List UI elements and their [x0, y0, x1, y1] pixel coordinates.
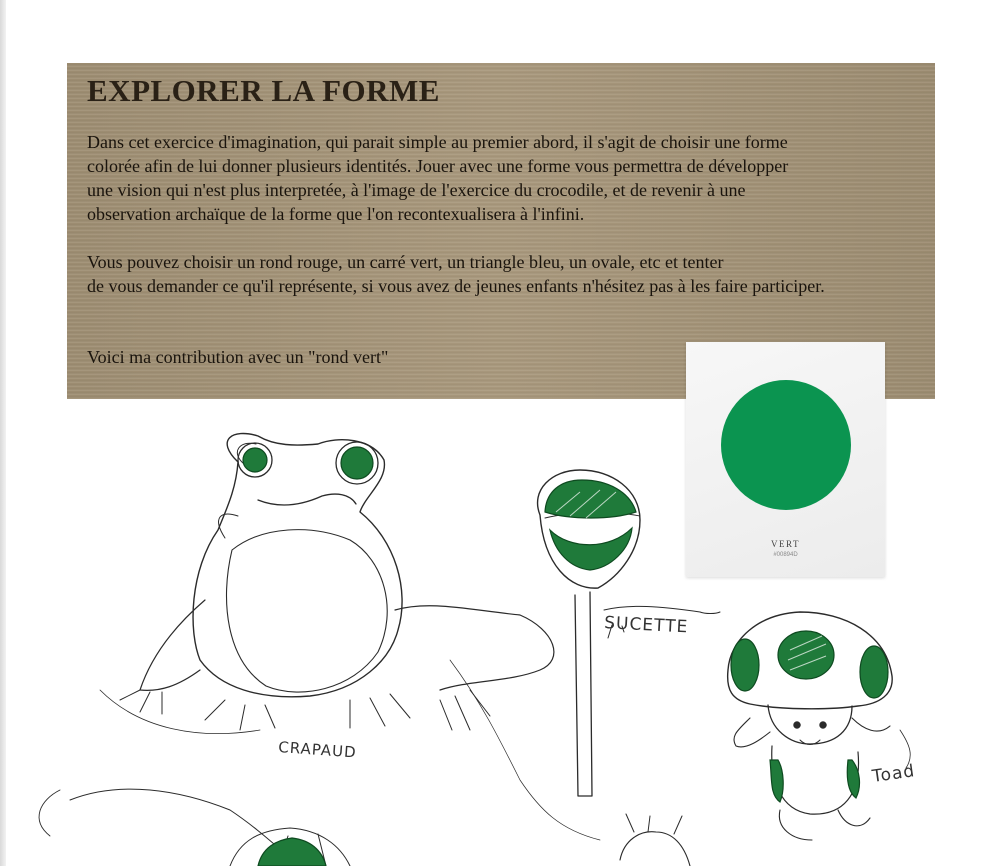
color-swatch-card: [686, 342, 885, 577]
lollipop-candy: [545, 480, 636, 518]
intro-paragraph-2: Vous pouvez choisir un rond rouge, un carré vert, un triangle bleu, un ovale, etc et tenter de vous demander ce qu'il représente, si vous avez de jeunes enfants n'hésitez pas à les faire participer.: [87, 252, 825, 296]
page-title: EXPLORER LA FORME: [87, 73, 440, 108]
toad-right-eye: [341, 447, 373, 479]
intro-paragraph-1: Dans cet exercice d'imagination, qui parait simple au premier abord, il s'agit de choisir une forme colorée afin de lui donner plusieurs identités. Jouer avec une forme vous permettra de développer une vision qui n'est plus interpretée, à l'image de l'exercice du crocodile, et de revenir à une observation archaïque de la forme que l'on recontexualisera à l'infini.: [87, 132, 789, 224]
mushroom-spot-left: [731, 639, 759, 691]
mushroom-vest-right: [847, 760, 859, 798]
intro-paragraph-3: Voici ma contribution avec un "rond vert": [87, 347, 389, 367]
green-circle-swatch: [721, 380, 851, 510]
toad-left-eye: [243, 448, 267, 472]
lollipop-lower-candy: [550, 528, 632, 570]
swatch-color-name: VERT: [771, 539, 800, 549]
mushroom-spot-right: [860, 646, 888, 698]
label-lollipop: SUCETTE: [603, 613, 689, 638]
toad-sketch: [70, 434, 554, 866]
mushroom-vest-left: [770, 760, 783, 802]
beetle-sketch: [620, 814, 690, 866]
label-mushroom: Toad: [870, 761, 917, 787]
bottom-green-blob: [258, 838, 326, 866]
label-toad: CRAPAUD: [277, 738, 358, 762]
swatch-color-code: #00894D: [773, 552, 798, 558]
mushroom-spot-center: [778, 631, 834, 679]
